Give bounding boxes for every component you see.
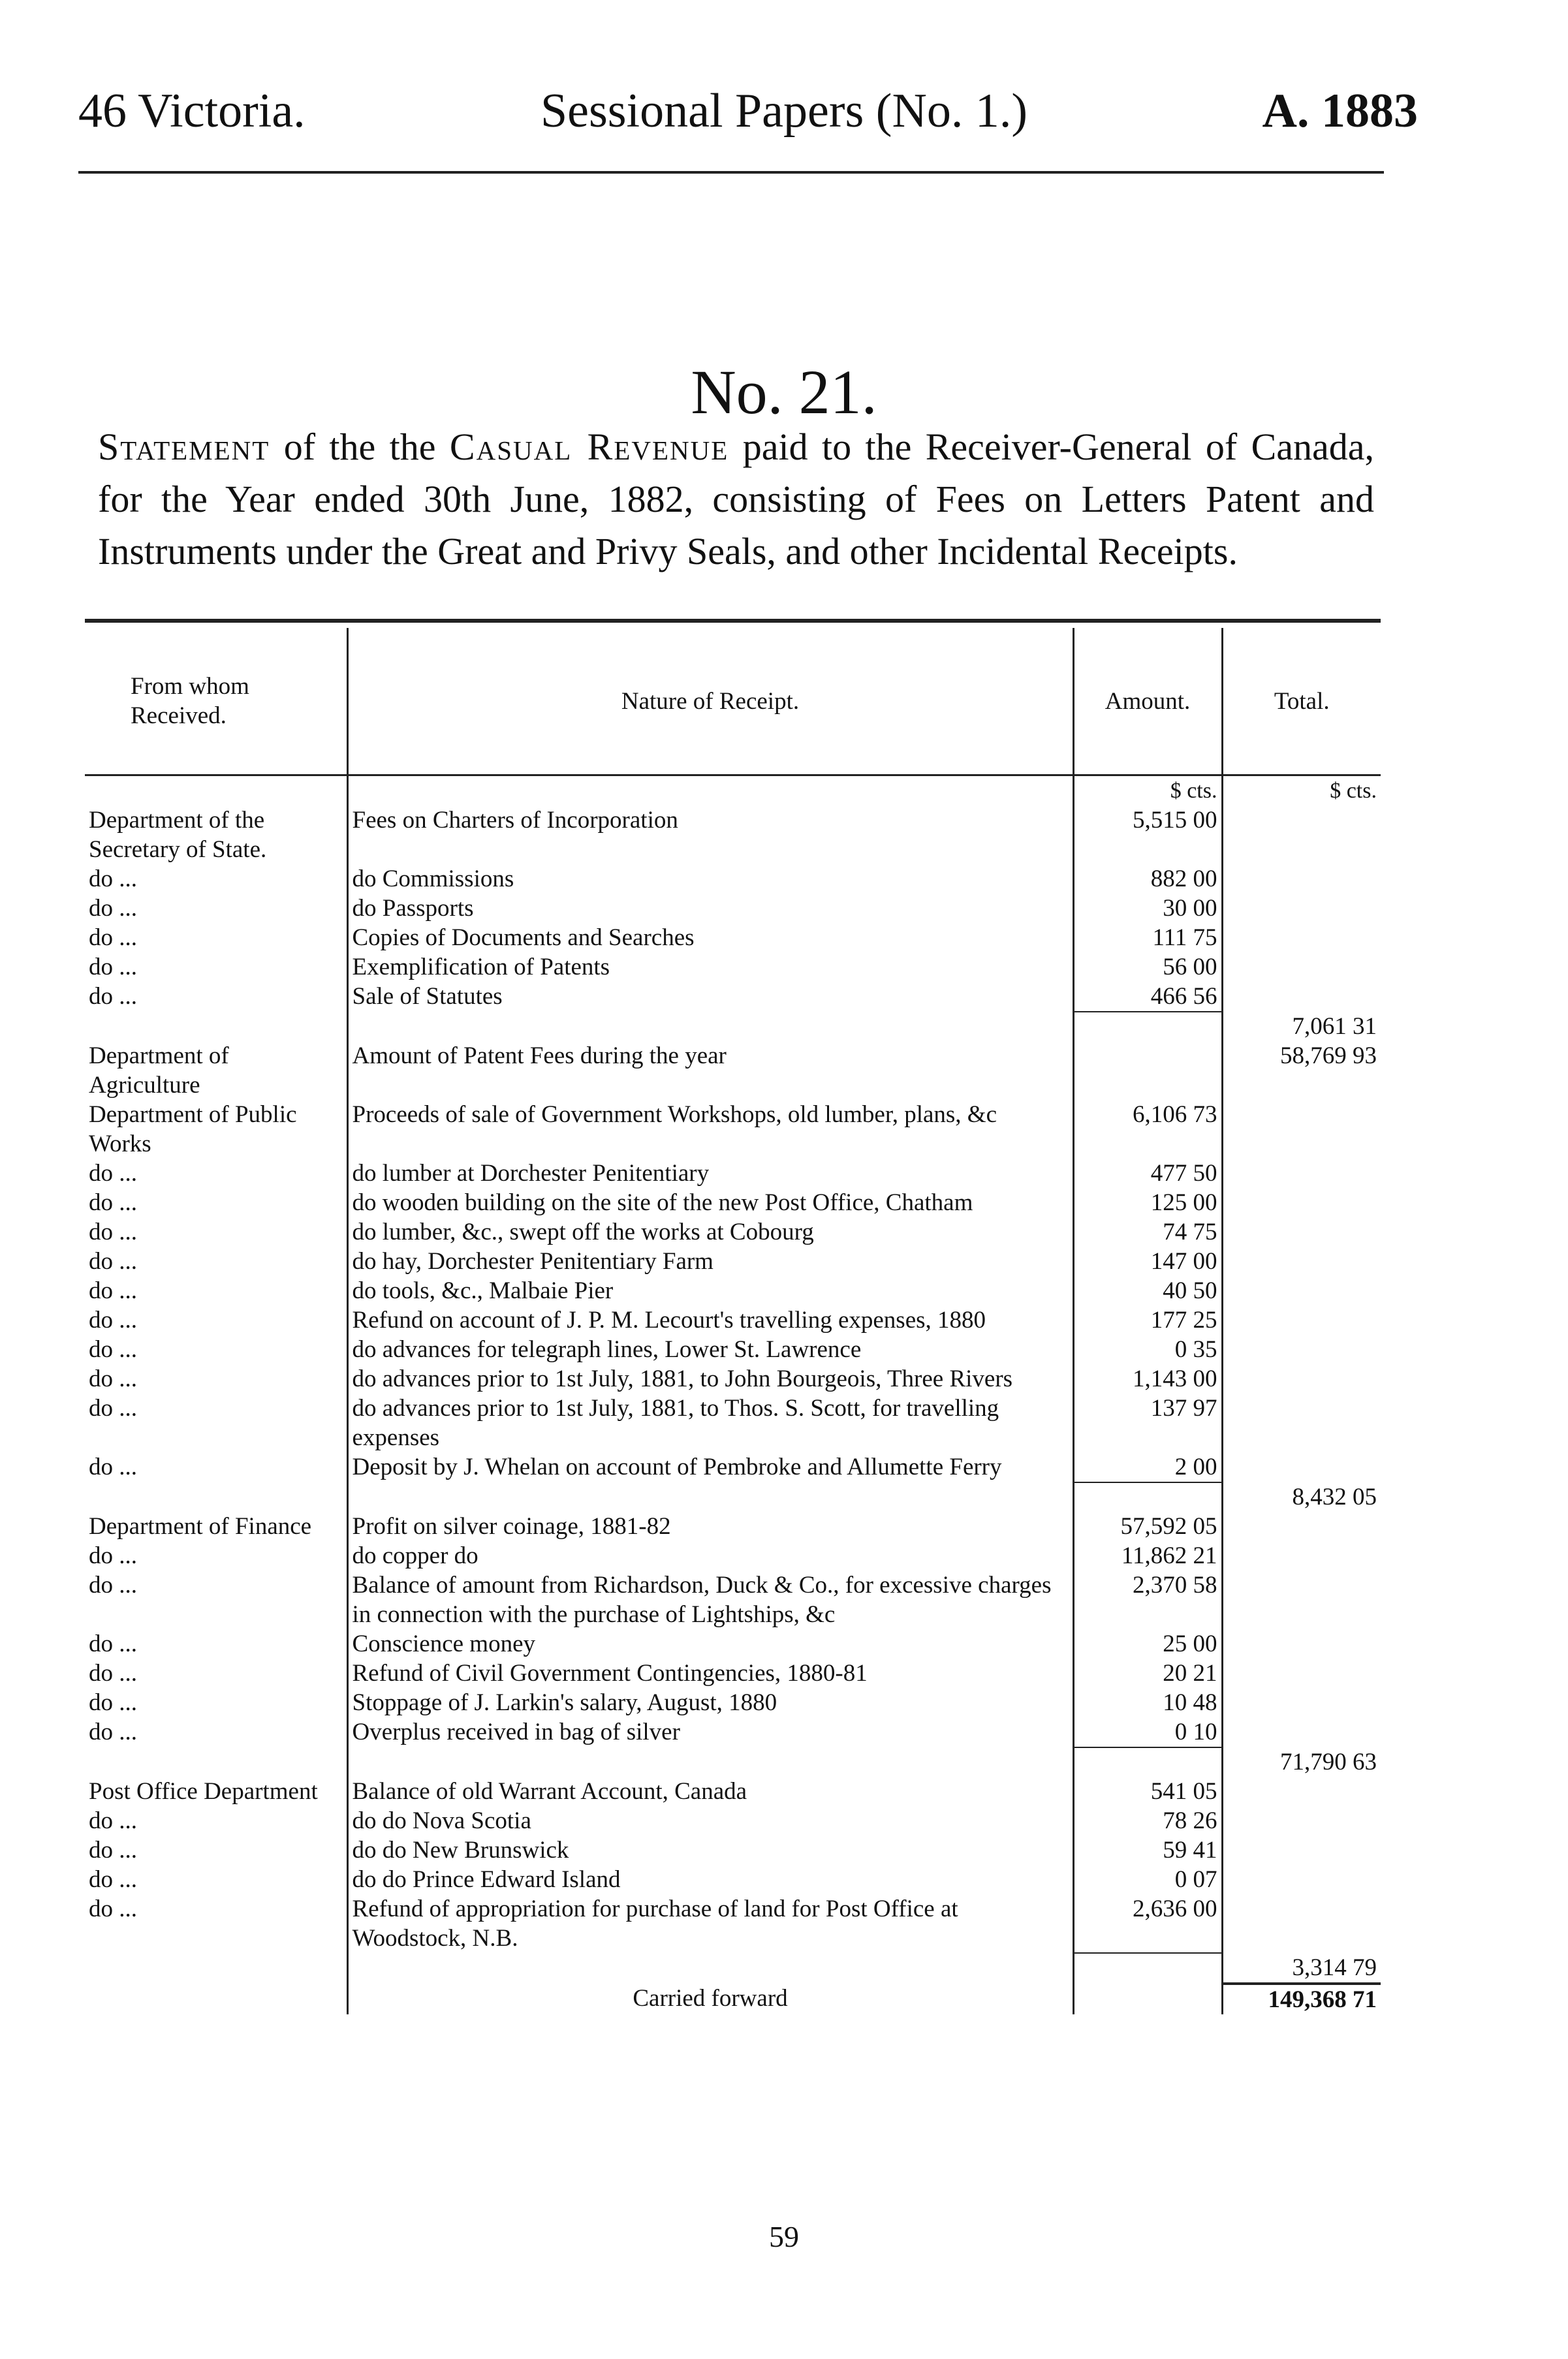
table-row: [85, 864, 1381, 894]
total-cell: [1222, 1717, 1381, 1747]
nature-cell: Sale of Statutes: [347, 982, 1073, 1012]
nature-cell: do do Prince Edward Island: [347, 1865, 1073, 1894]
total-cell: [1222, 1541, 1381, 1570]
amount-cell: 477 50: [1073, 1159, 1222, 1188]
total-cell: [1222, 1217, 1381, 1247]
total-cell: [1222, 1688, 1381, 1717]
table-row: [85, 1541, 1381, 1570]
nature-cell: do do New Brunswick: [347, 1836, 1073, 1865]
running-header-right: A. 1883: [1262, 84, 1418, 138]
nature-cell: Overplus received in bag of silver: [347, 1717, 1073, 1747]
amount-cell: 5,515 00: [1073, 805, 1222, 864]
table-row: [85, 923, 1381, 952]
nature-cell: Profit on silver coinage, 1881-82: [347, 1512, 1073, 1541]
from-cell: do ...: [85, 1659, 347, 1688]
total-cell: 71,790 63: [1280, 1749, 1377, 1775]
amount-cell: 882 00: [1073, 864, 1222, 894]
nature-cell: Exemplification of Patents: [347, 952, 1073, 982]
amount-cell: 177 25: [1073, 1305, 1222, 1335]
total-cell: [1222, 1100, 1381, 1159]
amount-cell: [1073, 1012, 1222, 1041]
statement-casual-revenue: Casual Revenue: [449, 426, 729, 468]
nature-cell: [347, 1747, 1073, 1777]
amount-cell: 59 41: [1073, 1836, 1222, 1865]
amount-units: $ cts.: [1073, 775, 1222, 806]
nature-cell: Conscience money: [347, 1629, 1073, 1659]
from-cell: do ...: [85, 952, 347, 982]
amount-cell: 2 00: [1073, 1452, 1222, 1482]
table-row: [85, 894, 1381, 923]
from-cell: [85, 1482, 347, 1512]
header-rule: [78, 171, 1384, 174]
total-cell: [1222, 1659, 1381, 1688]
amount-cell: [1073, 1041, 1222, 1100]
from-cell: Department of Public Works: [85, 1100, 347, 1159]
amount-cell: [1073, 1747, 1222, 1777]
nature-cell: Amount of Patent Fees during the year: [347, 1041, 1073, 1100]
from-cell: do ...: [85, 1894, 347, 1953]
from-cell: [85, 1747, 347, 1777]
statement-rule: [85, 619, 1381, 623]
total-cell: [1222, 864, 1381, 894]
table-row: [85, 1159, 1381, 1188]
table-row: [85, 1217, 1381, 1247]
table-row: [85, 1305, 1381, 1335]
total-units: $ cts.: [1330, 779, 1377, 803]
total-cell: [1222, 1512, 1381, 1541]
total-cell: 3,314 79: [1292, 1954, 1377, 1981]
table-row: [85, 1247, 1381, 1276]
total-cell: [1222, 923, 1381, 952]
statement-of: of the: [283, 426, 376, 468]
table-row: [85, 1512, 1381, 1541]
total-cell: [1222, 1276, 1381, 1305]
total-cell: [1222, 1777, 1381, 1806]
table-row: [85, 1894, 1381, 1953]
col-header-from: From whom Received.: [85, 628, 347, 775]
total-cell: [1222, 1364, 1381, 1394]
nature-cell: Balance of old Warrant Account, Canada: [347, 1777, 1073, 1806]
table-row: [85, 982, 1381, 1012]
amount-cell: 11,862 21: [1073, 1541, 1222, 1570]
casual-revenue-table: [85, 628, 1381, 2014]
nature-cell: do Passports: [347, 894, 1073, 923]
table-row: [85, 1688, 1381, 1717]
total-cell: [1222, 894, 1381, 923]
total-cell: [1222, 1865, 1381, 1894]
from-cell: do ...: [85, 1541, 347, 1570]
from-cell: do ...: [85, 1188, 347, 1217]
total-cell: [1222, 1894, 1381, 1953]
from-cell: do ...: [85, 1806, 347, 1836]
from-cell: do ...: [85, 1276, 347, 1305]
col-header-total: Total.: [1222, 628, 1381, 775]
nature-cell: [347, 1482, 1073, 1512]
amount-cell: 78 26: [1073, 1806, 1222, 1836]
carried-forward-label: Carried forward: [347, 1984, 1073, 2014]
total-cell: [1222, 1305, 1381, 1335]
nature-cell: do hay, Dorchester Penitentiary Farm: [347, 1247, 1073, 1276]
nature-cell: Refund of appropriation for purchase of land for Post Office at Woodstock, N.B.: [347, 1894, 1073, 1953]
nature-cell: do advances for telegraph lines, Lower St. Lawrence: [347, 1335, 1073, 1364]
table-row: [85, 1717, 1381, 1747]
statement-heading: [98, 421, 1374, 578]
table-row: [85, 1865, 1381, 1894]
from-cell: do ...: [85, 1836, 347, 1865]
page-number: 59: [769, 2220, 799, 2253]
table-row: [85, 1806, 1381, 1836]
from-cell: do ...: [85, 1217, 347, 1247]
total-cell: [1222, 952, 1381, 982]
amount-cell: 1,143 00: [1073, 1364, 1222, 1394]
from-cell: do ...: [85, 1335, 347, 1364]
total-cell: 7,061 31: [1292, 1013, 1377, 1040]
table-row: [85, 1777, 1381, 1806]
amount-cell: 147 00: [1073, 1247, 1222, 1276]
total-cell: [1222, 1452, 1381, 1482]
total-cell: [1222, 1394, 1381, 1452]
amount-cell: 30 00: [1073, 894, 1222, 923]
amount-cell: 10 48: [1073, 1688, 1222, 1717]
amount-cell: 57,592 05: [1073, 1512, 1222, 1541]
table-row: [85, 1276, 1381, 1305]
table-row: [85, 1570, 1381, 1629]
total-cell: [1222, 1159, 1381, 1188]
total-cell: [1222, 805, 1381, 864]
table-row: [85, 1629, 1381, 1659]
subtotal-row: [85, 1953, 1381, 1984]
nature-cell: [347, 1953, 1073, 1984]
col-header-nature: Nature of Receipt.: [347, 628, 1073, 775]
nature-cell: do lumber at Dorchester Penitentiary: [347, 1159, 1073, 1188]
statement-rest: paid to the Receiver-General of Canada, for the Year ended 30th June, 1882, consisting of Fees on Letters Patent and Instruments under the Great and Privy Seals, and other Incidental Receipts.: [98, 426, 1375, 572]
from-cell: [85, 1953, 347, 1984]
amount-cell: 6,106 73: [1073, 1100, 1222, 1159]
from-cell: do ...: [85, 1452, 347, 1482]
from-cell: [85, 1012, 347, 1041]
nature-cell: Stoppage of J. Larkin's salary, August, 1880: [347, 1688, 1073, 1717]
from-cell: do ...: [85, 1629, 347, 1659]
table-row: [85, 1335, 1381, 1364]
nature-cell: do tools, &c., Malbaie Pier: [347, 1276, 1073, 1305]
nature-cell: do lumber, &c., swept off the works at Cobourg: [347, 1217, 1073, 1247]
nature-cell: Fees on Charters of Incorporation: [347, 805, 1073, 864]
running-header-left: 46 Victoria.: [78, 84, 306, 138]
amount-cell: 56 00: [1073, 952, 1222, 982]
from-cell: Department of Finance: [85, 1512, 347, 1541]
from-cell: do ...: [85, 1717, 347, 1747]
amount-cell: 2,370 58: [1073, 1570, 1222, 1629]
amount-cell: 20 21: [1073, 1659, 1222, 1688]
total-cell: [1222, 1806, 1381, 1836]
document-title: No. 21.: [691, 357, 877, 427]
total-cell: [1222, 1335, 1381, 1364]
units-row: [85, 775, 1381, 806]
total-cell: 8,432 05: [1292, 1484, 1377, 1510]
amount-cell: [1073, 1953, 1222, 1984]
from-cell: do ...: [85, 1364, 347, 1394]
nature-cell: [347, 1012, 1073, 1041]
amount-cell: 25 00: [1073, 1629, 1222, 1659]
table-row: [85, 1041, 1381, 1100]
from-cell: do ...: [85, 982, 347, 1012]
total-cell: [1222, 982, 1381, 1012]
total-cell: 58,769 93: [1280, 1042, 1377, 1069]
carried-forward-total: 149,368 71: [1222, 1984, 1381, 2014]
nature-cell: do advances prior to 1st July, 1881, to John Bourgeois, Three Rivers: [347, 1364, 1073, 1394]
col-header-amount: Amount.: [1073, 628, 1222, 775]
table-row: [85, 1364, 1381, 1394]
nature-cell: do copper do: [347, 1541, 1073, 1570]
table-row: [85, 1188, 1381, 1217]
subtotal-row: [85, 1747, 1381, 1777]
total-cell: [1222, 1188, 1381, 1217]
total-cell: [1222, 1570, 1381, 1629]
amount-cell: 0 07: [1073, 1865, 1222, 1894]
nature-cell: Refund on account of J. P. M. Lecourt's travelling expenses, 1880: [347, 1305, 1073, 1335]
nature-cell: do wooden building on the site of the new Post Office, Chatham: [347, 1188, 1073, 1217]
from-cell: do ...: [85, 1159, 347, 1188]
amount-cell: 466 56: [1073, 982, 1222, 1012]
from-cell: do ...: [85, 923, 347, 952]
total-cell: [1222, 1247, 1381, 1276]
table-row: [85, 1394, 1381, 1452]
subtotal-row: [85, 1482, 1381, 1512]
subtotal-row: [85, 1012, 1381, 1041]
table-row: [85, 1836, 1381, 1865]
total-cell: [1222, 1836, 1381, 1865]
amount-cell: 111 75: [1073, 923, 1222, 952]
table-row: [85, 1452, 1381, 1482]
nature-cell: do advances prior to 1st July, 1881, to Thos. S. Scott, for travelling expenses: [347, 1394, 1073, 1452]
amount-cell: 74 75: [1073, 1217, 1222, 1247]
from-cell: do ...: [85, 894, 347, 923]
table-row: [85, 1100, 1381, 1159]
from-cell: do ...: [85, 1570, 347, 1629]
amount-cell: 40 50: [1073, 1276, 1222, 1305]
from-cell: do ...: [85, 1688, 347, 1717]
nature-cell: Deposit by J. Whelan on account of Pembroke and Allumette Ferry: [347, 1452, 1073, 1482]
carried-forward-row: [85, 1984, 1381, 2014]
from-cell: do ...: [85, 1305, 347, 1335]
amount-cell: 0 35: [1073, 1335, 1222, 1364]
amount-cell: 2,636 00: [1073, 1894, 1222, 1953]
statement-word: Statement: [98, 426, 270, 468]
nature-cell: do Commissions: [347, 864, 1073, 894]
running-header-center: Sessional Papers (No. 1.): [540, 84, 1028, 138]
nature-cell: Refund of Civil Government Contingencies, 1880-81: [347, 1659, 1073, 1688]
table-row: [85, 952, 1381, 982]
table-row: [85, 1659, 1381, 1688]
nature-cell: do do Nova Scotia: [347, 1806, 1073, 1836]
nature-cell: Copies of Documents and Searches: [347, 923, 1073, 952]
nature-cell: Balance of amount from Richardson, Duck & Co., for excessive charges in connection with the purchase of Lightships, &c: [347, 1570, 1073, 1629]
amount-cell: 125 00: [1073, 1188, 1222, 1217]
amount-cell: 0 10: [1073, 1717, 1222, 1747]
from-cell: Post Office Department: [85, 1777, 347, 1806]
table-row: [85, 805, 1381, 864]
amount-cell: 137 97: [1073, 1394, 1222, 1452]
amount-cell: 541 05: [1073, 1777, 1222, 1806]
from-cell: Department of the Secretary of State.: [85, 805, 347, 864]
amount-cell: [1073, 1482, 1222, 1512]
from-cell: Department of Agriculture: [85, 1041, 347, 1100]
from-cell: do ...: [85, 1865, 347, 1894]
from-cell: do ...: [85, 1247, 347, 1276]
statement-the: the: [389, 426, 436, 468]
nature-cell: Proceeds of sale of Government Workshops, old lumber, plans, &c: [347, 1100, 1073, 1159]
from-cell: do ...: [85, 1394, 347, 1452]
from-cell: do ...: [85, 864, 347, 894]
total-cell: [1222, 1629, 1381, 1659]
